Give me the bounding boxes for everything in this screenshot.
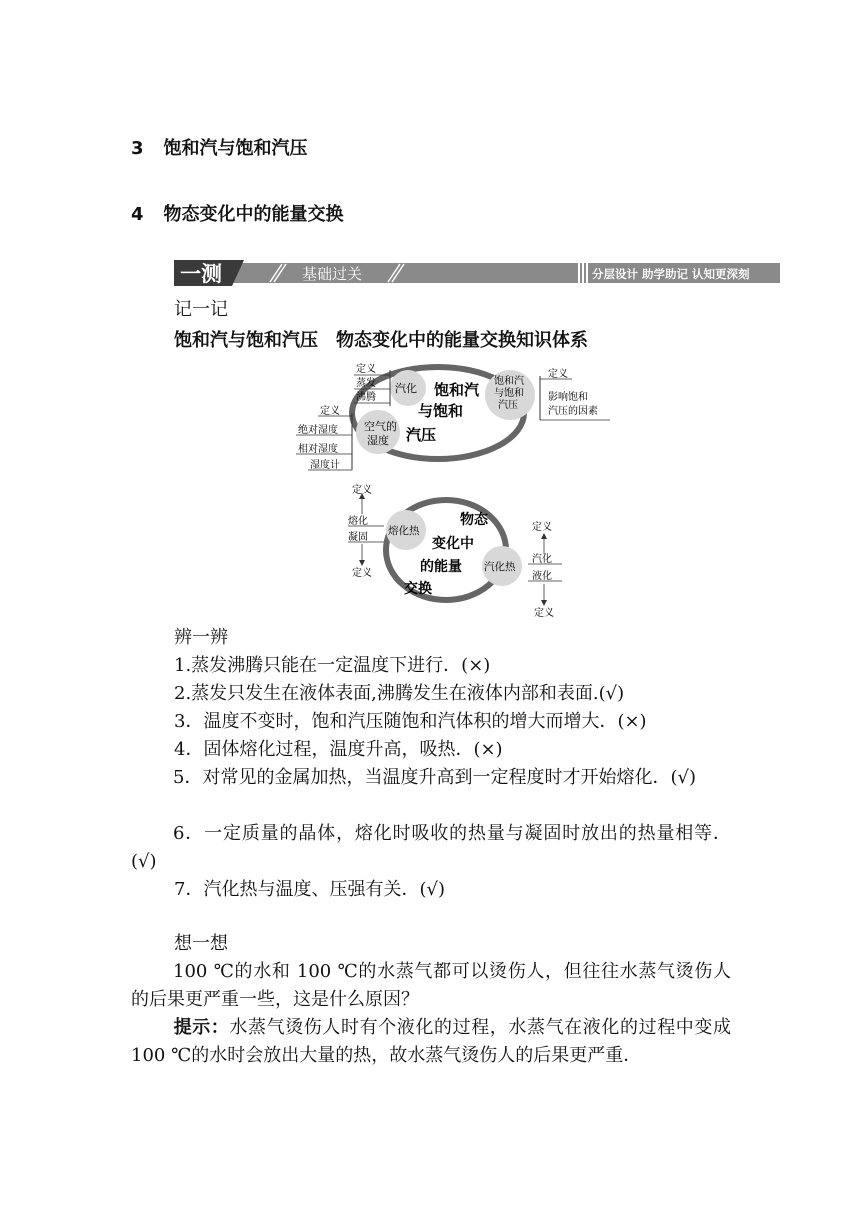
- map2-center-line2: 变化中: [432, 536, 474, 552]
- heading-4-title: 物态变化中的能量交换: [163, 204, 344, 225]
- heading-4-number: 4: [131, 204, 144, 225]
- map2-center-line1: 物态: [460, 512, 488, 528]
- judge-label: 辨一辨: [174, 627, 228, 648]
- map1-vap-item-1: 定义: [356, 364, 376, 375]
- map1-hum-line1: 空气的: [364, 420, 397, 433]
- judge-item-3: 3．温度不变时，饱和汽压随饱和汽体积的增大而增大．(×): [174, 711, 647, 732]
- map1-hum-item-4: 湿度计: [310, 460, 340, 471]
- map1-hum-item-2: 绝对湿度: [298, 425, 338, 436]
- map2-melt-item-2: 熔化: [348, 516, 368, 527]
- map1-hum-item-3: 相对湿度: [298, 444, 338, 455]
- banner-slogan: 分层设计 助学助记 认知更深刻: [592, 267, 750, 281]
- map1-sat-line3: 汽压: [498, 400, 518, 411]
- judge-item-6-text: 6．一定质量的晶体，熔化时吸收的热量与凝固时放出的热量相等．(√): [131, 823, 731, 872]
- map1-hum-line2: 湿度: [367, 434, 389, 447]
- map2-center-line4: 交换: [404, 581, 432, 597]
- map1-sat-item-1: 定义: [548, 369, 568, 380]
- heading-3-number: 3: [131, 138, 144, 159]
- map2-node-vap: 汽化热: [484, 561, 516, 573]
- think-question-text: 100 ℃的水和 100 ℃的水蒸气都可以烫伤人，但往往水蒸气烫伤人的后果更严重一些，这是什么原因？: [131, 961, 731, 1010]
- hint-text: 水蒸气烫伤人时有个液化的过程，水蒸气在液化的过程中变成 100 ℃的水时会放出大量的热，故水蒸气烫伤人的后果更严重．: [131, 1017, 732, 1066]
- map1-node-vap: 汽化: [395, 382, 417, 395]
- map1-vap-item-2: 蒸发: [356, 378, 376, 389]
- judge-item-1: 1.蒸发沸腾只能在一定温度下进行．(×): [174, 655, 491, 676]
- think-hint: [131, 1014, 731, 1070]
- map1-sat-item-2: 影响饱和: [548, 392, 588, 403]
- map2-melt-item-4: 定义: [352, 568, 372, 579]
- map2-melt-item-3: 凝固: [348, 532, 368, 543]
- map1-sat-item-3: 汽压的因素: [548, 406, 598, 417]
- map2-vap-item-2: 汽化: [532, 554, 552, 565]
- heading-3-title: 饱和汽与饱和汽压: [163, 138, 308, 159]
- map1-center-line3: 汽压: [406, 426, 437, 444]
- banner-section: 基础过关: [302, 265, 363, 283]
- judge-item-5-text: 5．对常见的金属加热，当温度升高到一定程度时才开始熔化．(√): [173, 767, 696, 788]
- knowledge-map-2: [340, 480, 570, 620]
- map1-hum-item-1: 定义: [320, 406, 340, 417]
- map1-sat-line2: 与饱和: [494, 388, 524, 399]
- map2-vap-item-3: 液化: [532, 571, 552, 582]
- map2-vap-item-1: 定义: [532, 522, 552, 533]
- judge-item-7: 7．汽化热与温度、压强有关．(√): [174, 879, 445, 900]
- map2-vap-item-4: 定义: [534, 608, 554, 619]
- hint-label: 提示：: [173, 1017, 230, 1038]
- judge-item-2: 2.蒸发只发生在液体表面,沸腾发生在液体内部和表面.(√): [174, 683, 625, 704]
- think-question: [131, 958, 731, 1014]
- map1-center-line1: 饱和汽: [434, 381, 480, 399]
- remember-label: 记一记: [174, 299, 228, 320]
- think-label: 想一想: [174, 933, 228, 954]
- map1-sat-line1: 饱和汽: [494, 376, 524, 387]
- map2-node-melt: 熔化热: [388, 525, 420, 537]
- knowledge-map-1: [290, 358, 620, 476]
- judge-item-5: [131, 764, 731, 792]
- map1-center-line2: 与饱和: [418, 402, 464, 420]
- judge-item-6: [131, 820, 731, 876]
- knowledge-title: 饱和汽与饱和汽压 物态变化中的能量交换知识体系: [174, 330, 588, 351]
- map1-vap-item-3: 沸腾: [356, 392, 376, 403]
- map2-melt-item-1: 定义: [352, 485, 372, 496]
- section-banner: [174, 260, 780, 286]
- banner-tag: 一测: [180, 262, 222, 286]
- map2-center-line3: 的能量: [420, 559, 462, 575]
- heading-3: [131, 134, 308, 160]
- heading-4: [131, 200, 344, 226]
- judge-item-4: 4．固体熔化过程，温度升高，吸热．(×): [174, 739, 503, 760]
